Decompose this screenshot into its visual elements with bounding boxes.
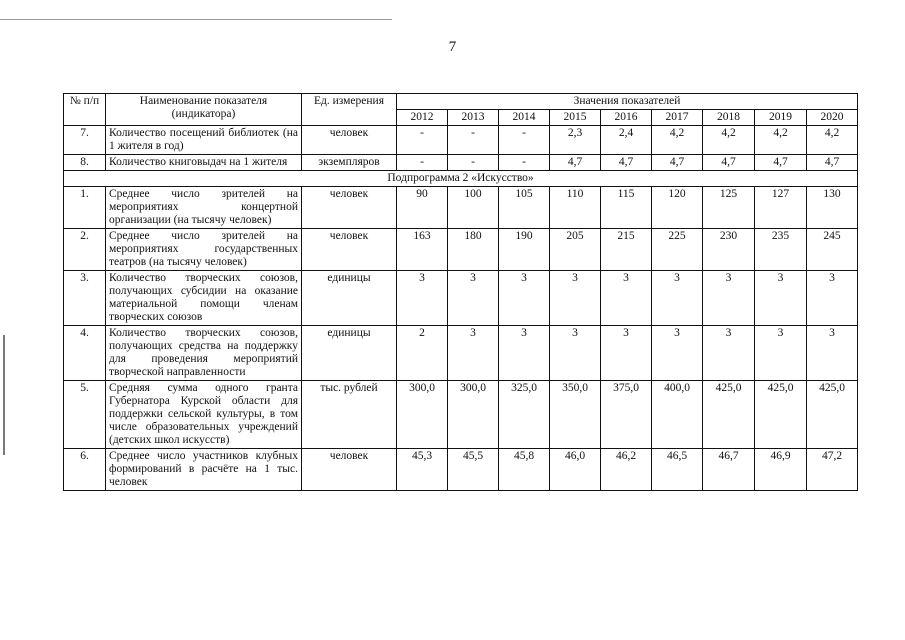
row-value: 2 [397, 326, 448, 381]
row-num: 8. [64, 155, 106, 171]
row-unit: человек [302, 449, 397, 491]
row-value: 3 [703, 326, 755, 381]
table-row [64, 326, 858, 381]
row-value: 425,0 [703, 381, 755, 449]
row-value: 3 [601, 271, 652, 326]
row-unit: человек [302, 229, 397, 271]
row-value: 400,0 [652, 381, 703, 449]
row-name: Среднее число зрителей на мероприятиях государственных театров (на тысячу человек) [106, 229, 302, 271]
row-value: 4,2 [652, 126, 703, 155]
row-unit: человек [302, 126, 397, 155]
row-value: 300,0 [448, 381, 499, 449]
row-value: 3 [807, 326, 858, 381]
row-name: Количество посещений библиотек (на 1 жителя в год) [106, 126, 302, 155]
row-value: 163 [397, 229, 448, 271]
header-year: 2015 [550, 110, 601, 126]
row-value: 100 [448, 187, 499, 229]
row-value: 4,2 [755, 126, 807, 155]
row-num: 1. [64, 187, 106, 229]
row-name: Количество творческих союзов, получающих средства на поддержку для проведения мероприятий творческой направленности [106, 326, 302, 381]
row-value: - [448, 155, 499, 171]
row-value: 215 [601, 229, 652, 271]
row-value: 350,0 [550, 381, 601, 449]
header-year: 2016 [601, 110, 652, 126]
subprogram-row [64, 171, 858, 187]
row-value: 205 [550, 229, 601, 271]
row-value: 45,8 [499, 449, 550, 491]
row-value: 3 [397, 271, 448, 326]
row-value: - [448, 126, 499, 155]
header-num: № п/п [64, 94, 106, 126]
row-value: 4,7 [755, 155, 807, 171]
row-value: 115 [601, 187, 652, 229]
row-value: 45,5 [448, 449, 499, 491]
header-year: 2013 [448, 110, 499, 126]
row-value: 3 [499, 271, 550, 326]
row-unit: единицы [302, 271, 397, 326]
row-unit: тыс. рублей [302, 381, 397, 449]
row-value: 3 [601, 326, 652, 381]
row-num: 6. [64, 449, 106, 491]
table-row [64, 381, 858, 449]
row-value: 120 [652, 187, 703, 229]
row-num: 7. [64, 126, 106, 155]
table-row [64, 271, 858, 326]
row-value: 3 [550, 326, 601, 381]
header-year: 2017 [652, 110, 703, 126]
row-value: 46,5 [652, 449, 703, 491]
row-value: 46,7 [703, 449, 755, 491]
scan-margin-mark [3, 335, 5, 455]
row-name: Количество книговыдач на 1 жителя [106, 155, 302, 171]
row-value: 45,3 [397, 449, 448, 491]
subprogram-title: Подпрограмма 2 «Искусство» [64, 171, 858, 187]
row-value: 4,7 [703, 155, 755, 171]
row-value: 3 [499, 326, 550, 381]
row-value: 4,7 [550, 155, 601, 171]
row-value: 4,7 [807, 155, 858, 171]
row-unit: человек [302, 187, 397, 229]
row-name: Средняя сумма одного гранта Губернатора Курской области для поддержки сельской культуры, в том числе образовательных учреждений (детских школ искусств) [106, 381, 302, 449]
row-value: 4,7 [601, 155, 652, 171]
row-value: 325,0 [499, 381, 550, 449]
header-row-1 [64, 94, 858, 110]
row-value: 46,2 [601, 449, 652, 491]
row-value: 3 [807, 271, 858, 326]
row-value: 4,2 [703, 126, 755, 155]
row-value: 4,2 [807, 126, 858, 155]
row-value: 90 [397, 187, 448, 229]
row-value: 125 [703, 187, 755, 229]
row-num: 3. [64, 271, 106, 326]
header-unit: Ед. измерения [302, 94, 397, 126]
row-value: 127 [755, 187, 807, 229]
row-value: 46,9 [755, 449, 807, 491]
row-value: 235 [755, 229, 807, 271]
row-value: - [499, 155, 550, 171]
row-value: 3 [755, 271, 807, 326]
row-unit: единицы [302, 326, 397, 381]
row-value: 3 [652, 326, 703, 381]
row-value: 3 [703, 271, 755, 326]
header-year: 2012 [397, 110, 448, 126]
header-year: 2019 [755, 110, 807, 126]
row-value: - [397, 155, 448, 171]
row-value: 190 [499, 229, 550, 271]
table-row [64, 449, 858, 491]
row-value: 3 [652, 271, 703, 326]
row-value: 245 [807, 229, 858, 271]
table-row [64, 126, 858, 155]
row-value: 2,4 [601, 126, 652, 155]
table-row [64, 229, 858, 271]
row-unit: экземпляров [302, 155, 397, 171]
row-value: 300,0 [397, 381, 448, 449]
row-value: 375,0 [601, 381, 652, 449]
row-num: 2. [64, 229, 106, 271]
row-value: 3 [550, 271, 601, 326]
row-value: 105 [499, 187, 550, 229]
header-year: 2014 [499, 110, 550, 126]
row-value: 230 [703, 229, 755, 271]
row-num: 4. [64, 326, 106, 381]
header-name: Наименование показателя (индикатора) [106, 94, 302, 126]
row-value: 425,0 [807, 381, 858, 449]
scan-top-line [0, 19, 392, 20]
header-values: Значения показателей [397, 94, 858, 110]
row-name: Среднее число зрителей на мероприятиях концертной организации (на тысячу человек) [106, 187, 302, 229]
row-value: 3 [448, 326, 499, 381]
row-value: 425,0 [755, 381, 807, 449]
row-value: 2,3 [550, 126, 601, 155]
row-value: 130 [807, 187, 858, 229]
table-row [64, 155, 858, 171]
row-value: 225 [652, 229, 703, 271]
row-value: - [499, 126, 550, 155]
row-value: 180 [448, 229, 499, 271]
row-value: 47,2 [807, 449, 858, 491]
row-num: 5. [64, 381, 106, 449]
row-value: 3 [755, 326, 807, 381]
row-value: 3 [448, 271, 499, 326]
row-name: Среднее число участников клубных формирований в расчёте на 1 тыс. человек [106, 449, 302, 491]
table-row [64, 187, 858, 229]
indicators-table [63, 93, 858, 491]
row-value: 4,7 [652, 155, 703, 171]
header-year: 2018 [703, 110, 755, 126]
row-value: - [397, 126, 448, 155]
header-year: 2020 [807, 110, 858, 126]
row-name: Количество творческих союзов, получающих субсидии на оказание материальной помощи членам творческих союзов [106, 271, 302, 326]
page-number: 7 [448, 39, 457, 55]
row-value: 46,0 [550, 449, 601, 491]
row-value: 110 [550, 187, 601, 229]
